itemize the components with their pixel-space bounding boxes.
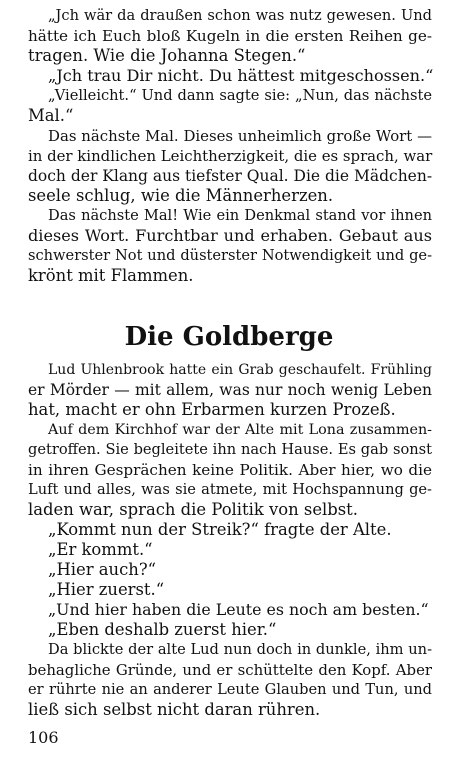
text-line: krönt mit Flammen. — [28, 266, 194, 285]
text-line: Luft und alles, was sie atmete, mit Hochspannung ge- — [28, 481, 432, 498]
text-line: er Mörder — mit allem, was nur noch wenig Leben — [28, 381, 432, 399]
chapter-title: Die Goldberge — [124, 322, 334, 352]
text-line: hat, macht er ohn Erbarmen kurzen Prozeß. — [28, 400, 396, 419]
text-line: getroffen. Sie begleitete ihn nach Hause. Es gab sonst — [28, 441, 432, 458]
text-line: laden war, sprach die Politik von selbst. — [28, 500, 358, 519]
text-line: „Kommt nun der Streik?“ fragte der Alte. — [48, 520, 392, 539]
text-line: „Eben deshalb zuerst hier.“ — [48, 620, 277, 639]
text-line: in der kindlichen Leichtherzigkeit, die es sprach, war — [28, 147, 433, 165]
text-line: schwerster Not und düsterster Notwendigkeit und ge- — [28, 247, 432, 264]
text-line: ließ sich selbst nicht daran rühren. — [28, 700, 321, 719]
text-line: seele schlug, wie die Männerherzen. — [28, 186, 334, 205]
text-line: „Jch wär da draußen schon was nutz gewesen. Und — [48, 7, 432, 24]
text-line: Auf dem Kirchhof war der Alte mit Lona zusammen- — [48, 422, 432, 438]
text-line: „Hier auch?“ — [48, 560, 157, 579]
text-line: „Vielleicht.“ Und dann sagte sie: „Nun, das nächste — [48, 87, 432, 104]
text-line: Mal.“ — [28, 106, 74, 125]
text-line: „Jch trau Dir nicht. Du hättest mitgeschossen.“ — [48, 66, 434, 85]
text-line: er rührte nie an anderer Leute Glauben und Tun, und — [28, 681, 432, 698]
text-line: Lud Uhlenbrook hatte ein Grab geschaufelt. Frühling — [48, 362, 432, 378]
text-line: in ihren Gesprächen keine Politik. Aber hier, wo die — [28, 461, 432, 479]
text-line: hätte ich Euch bloß Kugeln in die ersten Reihen ge- — [28, 27, 432, 45]
page-number: 106 — [28, 728, 59, 747]
text-line: Da blickte der alte Lud nun doch in dunkle, ihm un- — [48, 641, 432, 658]
text-line: „Hier zuerst.“ — [48, 580, 165, 599]
text-line: „Er kommt.“ — [48, 540, 153, 559]
text-line: doch der Klang aus tiefster Qual. Die die Mädchen- — [28, 167, 433, 185]
text-line: tragen. Wie die Johanna Stegen.“ — [28, 46, 306, 65]
text-line: „Und hier haben die Leute es noch am besten.“ — [48, 600, 429, 619]
text-line: Das nächste Mal! Wie ein Denkmal stand vor ihnen — [48, 207, 432, 224]
text-line: behagliche Gründe, und er schüttelte den Kopf. Aber — [28, 661, 432, 679]
text-line: Das nächste Mal. Dieses unheimlich große Wort — — [48, 127, 432, 145]
text-line: dieses Wort. Furchtbar und erhaben. Gebaut aus — [28, 226, 432, 245]
